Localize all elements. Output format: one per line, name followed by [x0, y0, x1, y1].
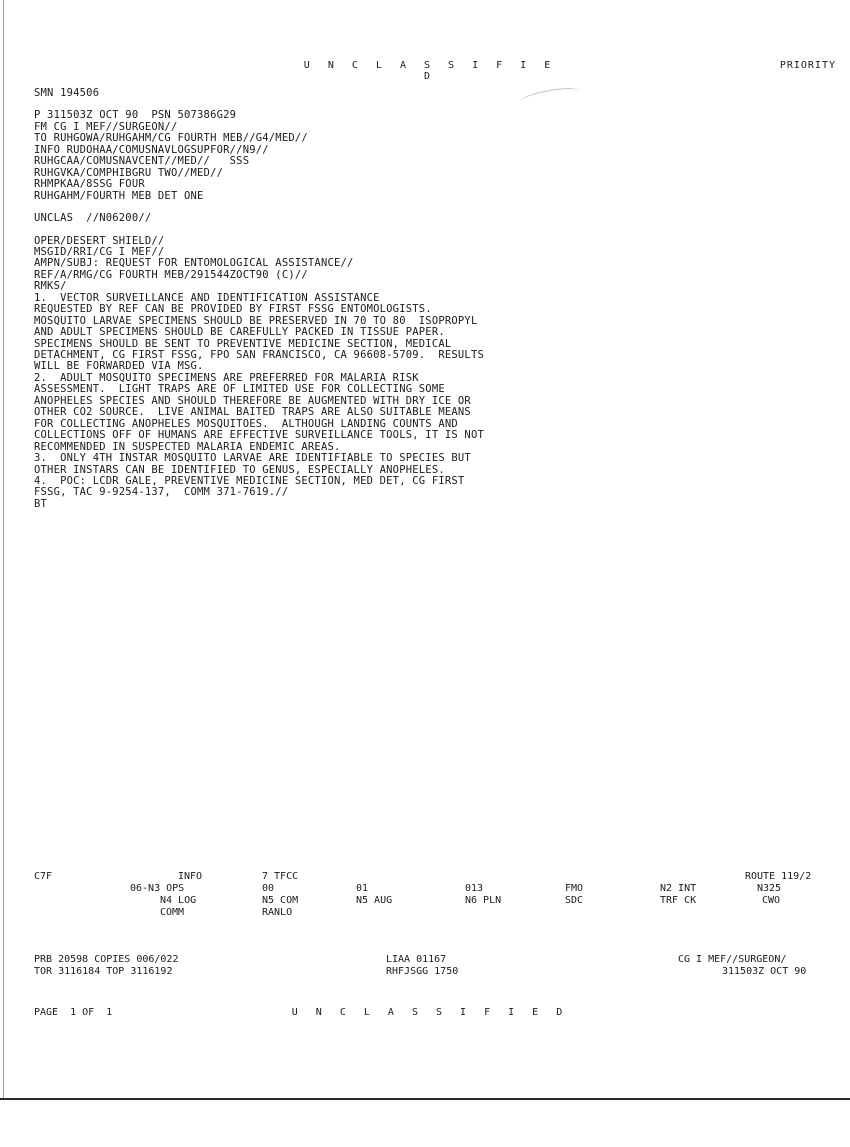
routing-cell: N5 COM — [262, 895, 299, 906]
message-line: INFO RUDOHAA/COMUSNAVLOGSUPFOR//N9// — [34, 143, 269, 156]
routing-c7f: C7F — [34, 871, 53, 882]
message-line: OTHER INSTARS CAN BE IDENTIFIED TO GENUS, ESPECIALLY ANOPHELES. — [34, 463, 445, 476]
routing-cell: CWO — [762, 895, 781, 906]
pen-mark — [519, 85, 580, 108]
routing-cell: COMM — [160, 907, 185, 918]
message-line: DETACHMENT, CG FIRST FSSG, FPO SAN FRANCISCO, CA 96608-5709. RESULTS — [34, 349, 484, 361]
routing-cell: FMO — [565, 883, 584, 894]
routing-cell: TRF CK — [660, 895, 697, 906]
routing-cell: N325 — [757, 883, 782, 894]
routing-cell: 01 — [356, 883, 369, 894]
message-line: FOR COLLECTING ANOPHELES MOSQUITOES. ALTHOUGH LANDING COUNTS AND — [34, 417, 458, 430]
message-line: SMN 194506 — [34, 87, 100, 99]
routing-cell: 00 — [262, 883, 275, 894]
routing-cell: RANLO — [262, 907, 293, 918]
message-line: MSGID/RRI/CG I MEF// — [34, 245, 165, 258]
routing-route: ROUTE 119/2 — [745, 871, 812, 882]
footer-prb: PRB 20598 COPIES 006/022 — [34, 954, 179, 965]
message-line: RHMPKAA/8SSG FOUR — [34, 178, 145, 191]
message-line: RUHGVKA/COMPHIBGRU TWO//MED// — [34, 166, 224, 179]
message-line: OPER/DESERT SHIELD// — [34, 234, 165, 247]
page-number: PAGE 1 OF 1 — [34, 1007, 113, 1018]
bottom-rule — [0, 1098, 850, 1100]
message-line: P 311503Z OCT 90 PSN 507386G29 — [34, 109, 237, 122]
routing-info: INFO — [178, 871, 203, 882]
message-line: SPECIMENS SHOULD BE SENT TO PREVENTIVE MEDICINE SECTION, MEDICAL — [34, 337, 452, 350]
message-line: 3. ONLY 4TH INSTAR MOSQUITO LARVAE ARE IDENTIFIABLE TO SPECIES BUT — [34, 452, 471, 465]
message-line: REQUESTED BY REF CAN BE PROVIDED BY FIRST FSSG ENTOMOLOGISTS. — [34, 303, 432, 316]
message-line: AMPN/SUBJ: REQUEST FOR ENTOMOLOGICAL ASSISTANCE// — [34, 257, 354, 270]
footer-tor: TOR 3116184 TOP 3116192 — [34, 966, 173, 977]
message-line: 2. ADULT MOSQUITO SPECIMENS ARE PREFERRED FOR MALARIA RISK — [34, 371, 419, 384]
routing-cell: 013 — [465, 883, 484, 894]
message-line: 1. VECTOR SURVEILLANCE AND IDENTIFICATION ASSISTANCE — [34, 291, 380, 304]
routing-cell: SDC — [565, 895, 584, 906]
routing-cell: 06-N3 OPS — [130, 883, 185, 894]
routing-cell: N2 INT — [660, 883, 697, 894]
message-line: UNCLAS //N06200// — [34, 212, 152, 225]
message-line: FSSG, TAC 9-9254-137, COMM 371-7619.// — [34, 486, 289, 499]
message-line: OTHER CO2 SOURCE. LIVE ANIMAL BAITED TRAPS ARE ALSO SUITABLE MEANS — [34, 406, 471, 419]
message-line: ANOPHELES SPECIES AND SHOULD THEREFORE BE AUGMENTED WITH DRY ICE OR — [34, 394, 471, 407]
message-line: ASSESSMENT. LIGHT TRAPS ARE OF LIMITED USE FOR COLLECTING SOME — [34, 383, 445, 396]
message-line: RECOMMENDED IN SUSPECTED MALARIA ENDEMIC AREAS. — [34, 440, 341, 453]
routing-cell: N4 LOG — [160, 895, 197, 906]
message-line: RMKS/ — [34, 280, 67, 293]
precedence-label: PRIORITY — [779, 60, 836, 71]
footer-dtg: 311503Z OCT 90 — [722, 966, 807, 977]
routing-cell: N5 AUG — [356, 895, 393, 906]
classification-header: U N C L A S S I F I E D — [303, 60, 557, 82]
message-line: AND ADULT SPECIMENS SHOULD BE CAREFULLY PACKED IN TISSUE PAPER. — [34, 326, 445, 339]
message-line: 4. POC: LCDR GALE, PREVENTIVE MEDICINE SECTION, MED DET, CG FIRST — [34, 474, 465, 487]
left-margin-rule — [3, 0, 4, 1100]
message-line: RUHGAHM/FOURTH MEB DET ONE — [34, 189, 204, 202]
routing-tfcc: 7 TFCC — [262, 871, 299, 882]
message-line: WILL BE FORWARDED VIA MSG. — [34, 360, 204, 373]
message-line: TO RUHGOWA/RUHGAHM/CG FOURTH MEB//G4/MED// — [34, 132, 308, 145]
message-line: REF/A/RMG/CG FOURTH MEB/291544ZOCT90 (C)// — [34, 268, 308, 281]
message-line: MOSQUITO LARVAE SPECIMENS SHOULD BE PRESERVED IN 70 TO 80 ISOPROPYL — [34, 314, 478, 327]
message-line: COLLECTIONS OFF OF HUMANS ARE EFFECTIVE SURVEILLANCE TOOLS, IT IS NOT — [34, 429, 484, 442]
footer-rhmf: RHFJSGG 1750 — [386, 966, 459, 977]
footer-from: CG I MEF//SURGEON/ — [678, 954, 787, 965]
message-line: BT — [34, 497, 48, 510]
message-line: FM CG I MEF//SURGEON// — [34, 120, 178, 133]
footer-liaa: LIAA 01167 — [386, 954, 447, 965]
routing-cell: N6 PLN — [465, 895, 502, 906]
message-line: RUHGCAA/COMUSNAVCENT//MED// SSS — [34, 155, 250, 168]
classification-footer: U N C L A S S I F I E D — [291, 1007, 569, 1018]
